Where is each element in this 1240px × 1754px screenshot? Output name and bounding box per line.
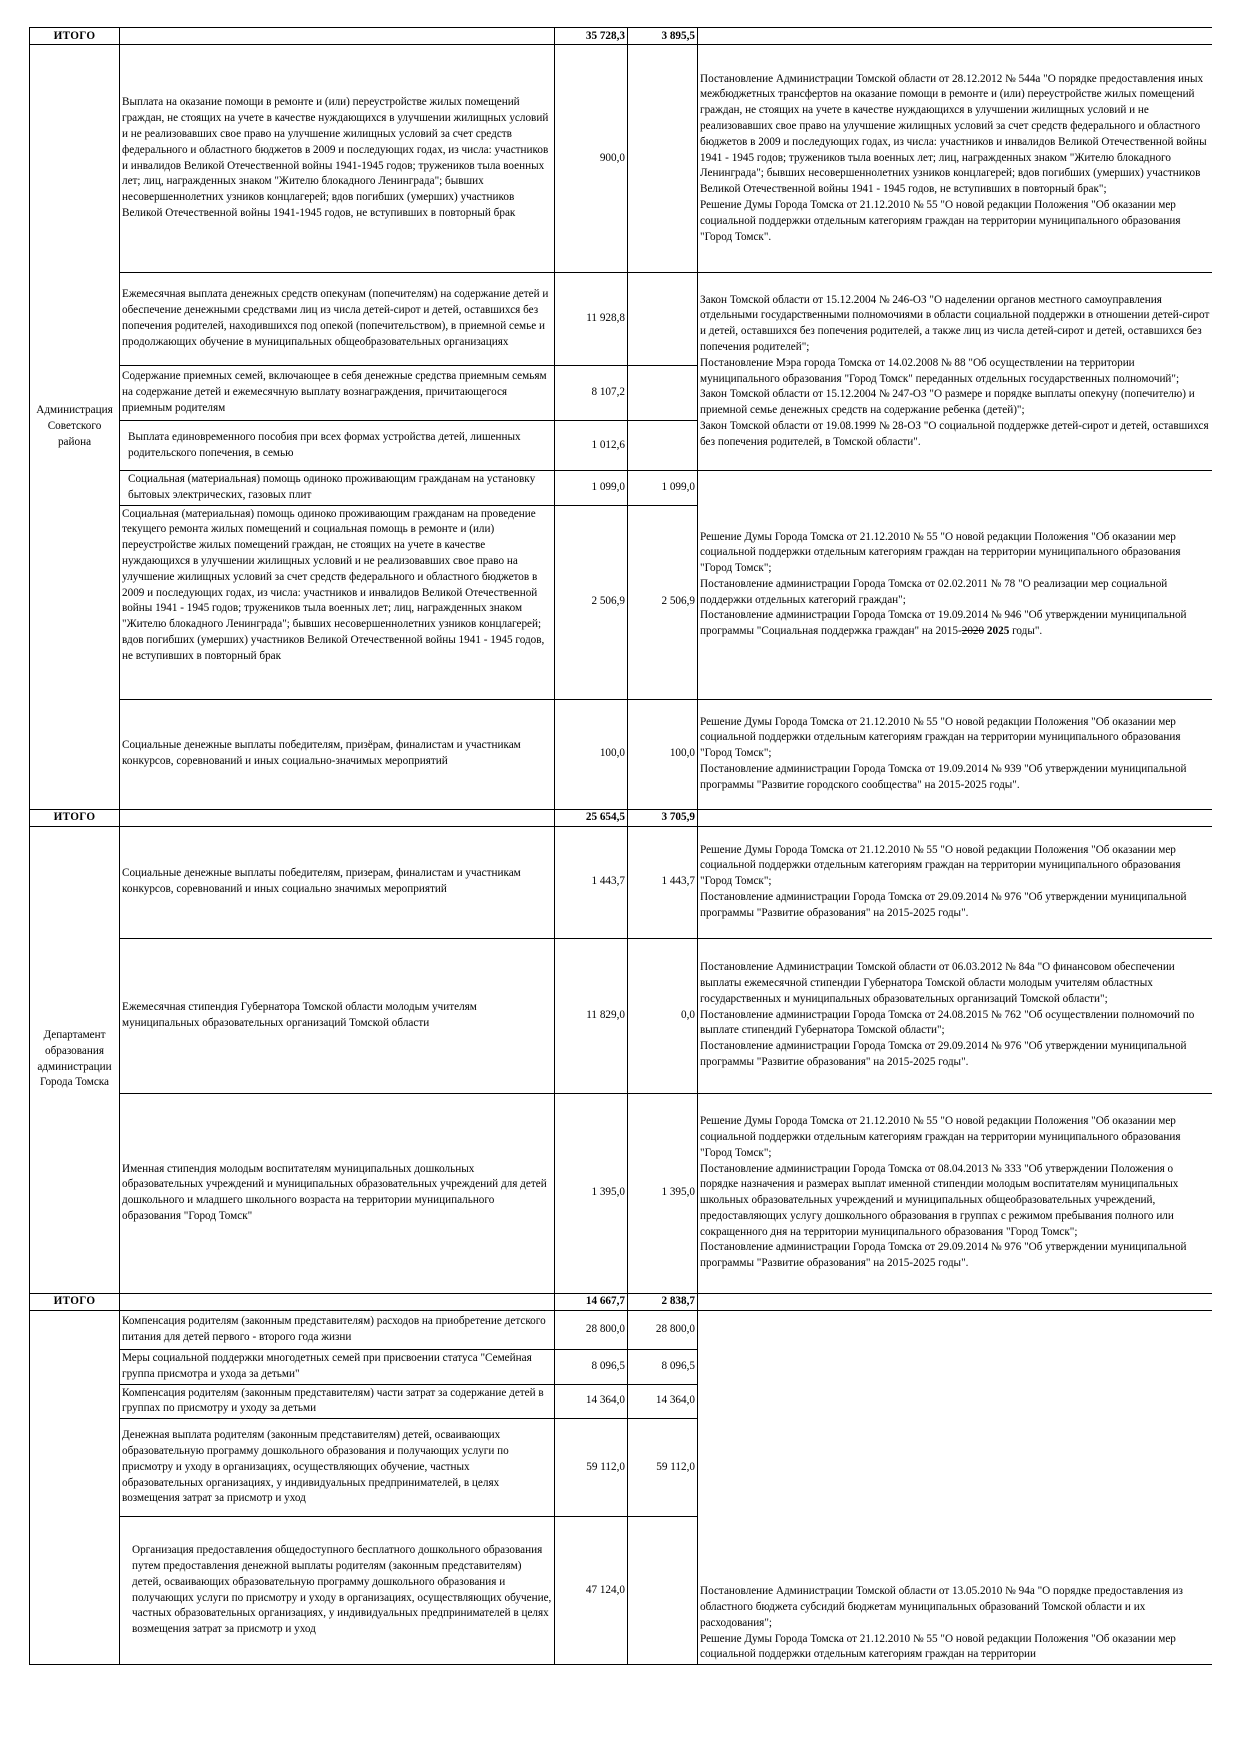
sum-fact: 1 443,7 — [628, 826, 698, 938]
department-cell — [30, 1310, 120, 1665]
measure-text: Социальные денежные выплаты победителям, призерам, финалистам и участникам конкурсов, соревнований и иных социально значимых мероприятий — [120, 826, 555, 938]
department-cell: Департамент образования администрации Города Томска — [30, 826, 120, 1293]
sum-fact — [628, 366, 698, 421]
sum-fact: 14 364,0 — [628, 1384, 698, 1419]
measure-text: Именная стипендия молодым воспитателям муниципальных дошкольных образовательных учреждений и муниципальных образовательных учреждений для детей дошкольного и младшего школьного возраста на территории муниципального образования "Город Томск" — [120, 1093, 555, 1293]
table-row — [30, 1310, 1213, 1349]
legal-basis: Постановление Администрации Томской области от 06.03.2012 № 84а "О финансовом обеспечении выплаты ежемесячной стипендии Губернатора Томской области молодым учителям областных государственных и муниципальных образовательных организаций Томской области"; Постановление администрации Города Томска от 24.08.2015 № 762 "Об осуществлении полномочий по выплате стипендий Губернатора Томской области"; Постановление администрации Города Томска от 29.09.2014 № 976 "Об утверждении муниципальной программы "Развитие образования" на 2015-2025 годы". — [700, 961, 1195, 1069]
sum-fact: 2 506,9 — [628, 505, 698, 699]
sum-fact: 59 112,0 — [628, 1419, 698, 1517]
total-row — [30, 1293, 1213, 1310]
sum-fact: 1 099,0 — [628, 471, 698, 506]
total-sum-fact: 3 705,9 — [628, 809, 698, 826]
measure-text: Ежемесячная выплата денежных средств опекунам (попечителям) на содержание детей и обеспечение денежными средствами лиц из числа детей-сирот и детей, оставшихся без попечения родителей, находившихся под опекой (попечительством), в приемной семье и продолжающих обучение в муниципальных общеобразовательных организациях — [120, 273, 555, 366]
table-row — [30, 273, 1213, 366]
total-sum-plan: 35 728,3 — [555, 28, 628, 45]
sum-plan: 1 012,6 — [555, 421, 628, 471]
total-row — [30, 809, 1213, 826]
legal-basis: Решение Думы Города Томска от 21.12.2010 № 55 "О новой редакции Положения "Об оказании мер социальной поддержки отдельным категориям граждан на территории муниципального образования "Город Томск"; Постановление администрации Города Томска от 29.09.2014 № 976 "Об утверждении муниципальной программы "Развитие образования" на 2015-2025 годы". — [700, 843, 1187, 919]
sum-fact: 100,0 — [628, 699, 698, 809]
measure-text: Компенсация родителям (законным представителям) расходов на приобретение детского питания для детей первого - второго года жизни — [120, 1310, 555, 1349]
table-row — [30, 45, 1213, 273]
sum-plan: 8 107,2 — [555, 366, 628, 421]
total-label: ИТОГО — [30, 1293, 120, 1310]
measure-text: Содержание приемных семей, включающее в себя денежные средства приемным семьям на содержание детей и ежемесячную выплату вознаграждения, причитающегося приемным родителям — [120, 366, 555, 421]
measure-text: Социальная (материальная) помощь одиноко проживающим гражданам на установку бытовых электрических, газовых плит — [120, 471, 555, 506]
legal-basis: Решение Думы Города Томска от 21.12.2010 № 55 "О новой редакции Положения "Об оказании мер социальной поддержки отдельным категориям граждан на территории муниципального образования "Город Томск"; Постановление администрации Города Томска от 19.09.2014 № 939 "Об утверждении муниципальной программы "Развитие городского сообщества" на 2015-2025 годы". — [700, 715, 1187, 791]
measure-text: Выплата единовременного пособия при всех формах устройства детей, лишенных родительского попечения, в семью — [120, 421, 555, 471]
table-row — [30, 471, 1213, 506]
sum-fact: 0,0 — [628, 938, 698, 1093]
legal-basis: Постановление Администрации Томской области от 28.12.2012 № 544а "О порядке предоставления иных межбюджетных трансфертов на оказание помощи в ремонте и (или) переустройстве жилых помещений граждан, не стоящих на учете в качестве нуждающихся в улучшении жилищных условий и не реализовавших свое право на улучшение жилищных условий за счет средств федерального и областного бюджетов в 2009 и последующих годах, из числа: участников и инвалидов Великой Отечественной войны 1941 - 1945 годов; тружеников тыла военных лет; лиц, награжденных знаком "Жителю блокадного Ленинграда"; бывших несовершеннолетних узников концлагерей; вдов погибших (умерших) участников Великой Отечественной войны 1941 - 1945 годов, не вступивших в повторный брак"; Решение Думы Города Томска от 21.12.2010 № 55 "О новой редакции Положения "Об оказании мер социальной поддержки отдельным категориям граждан на территории муниципального образования "Город Томск". — [700, 72, 1207, 243]
sum-plan: 59 112,0 — [555, 1419, 628, 1517]
measure-text: Социальные денежные выплаты победителям, призёрам, финалистам и участникам конкурсов, соревнований и иных социально-значимых мероприятий — [120, 699, 555, 809]
sum-plan: 1 443,7 — [555, 826, 628, 938]
measure-text: Выплата на оказание помощи в ремонте и (или) переустройстве жилых помещений граждан, не стоящих на учете в качестве нуждающихся в улучшении жилищных условий и не реализовавших свое право на улучшение жилищных условий за счет средств федерального и областного бюджетов в 2009 и последующих годах, из числа: участников и инвалидов Великой Отечественной войны 1941-1945 годов; тружеников тыла военных лет; лиц, награжденных знаком "Жителю блокадного Ленинграда"; бывших несовершеннолетних узников концлагерей; вдов погибших (умерших) участников Великой Отечественной войны 1941-1945 годов, не вступивших в повторный брак — [120, 45, 555, 273]
measure-text: Денежная выплата родителям (законным представителям) детей, осваивающих образовательную программу дошкольного образования и получающих услуги по присмотру и уходу в организациях, осуществляющих обучение, частных образовательных организациях, у индивидуальных предпринимателей, в целях возмещения затрат за присмотр и уход — [120, 1419, 555, 1517]
sum-plan: 2 506,9 — [555, 505, 628, 699]
total-row — [30, 28, 1213, 45]
sum-fact — [628, 45, 698, 273]
measure-text: Социальная (материальная) помощь одиноко проживающим гражданам на проведение текущего ремонта жилых помещений и социальная помощь в ремонте и (или) переустройстве жилых помещений граждан, не стоящих на учете в качестве нуждающихся в улучшении жилищных условий и не реализовавших свое право на улучшение жилищных условий за счет средств федерального и областного бюджетов в 2009 и последующих годах, из числа: участников и инвалидов Великой Отечественной войны 1941 - 1945 годов; тружеников тыла военных лет; лиц, награжденных знаком "Жителю блокадного Ленинграда"; бывших несовершеннолетних узников концлагерей; вдов погибших (умерших) участников Великой Отечественной войны 1941 - 1945 годов, не вступивших в повторный брак — [120, 505, 555, 699]
sum-fact — [628, 421, 698, 471]
sum-fact — [628, 1517, 698, 1665]
measure-text: Меры социальной поддержки многодетных семей при присвоении статуса "Семейная группа присмотра и ухода за детьми" — [120, 1349, 555, 1384]
sum-plan: 8 096,5 — [555, 1349, 628, 1384]
legal-basis: Решение Думы Города Томска от 21.12.2010 № 55 "О новой редакции Положения "Об оказании мер социальной поддержки отдельным категориям граждан на территории муниципального образования "Город Томск"; Постановление администрации Города Томска от 02.02.2011 № 78 "О реализации мер социальной поддержки отдельных категорий граждан"; Постановление администрации Города Томска от 19.09.2014 № 946 "Об утверждении муниципальной программы "Социальная поддержка граждан" на 2015-2020 2025 годы". — [700, 530, 1187, 638]
legal-basis: Решение Думы Города Томска от 21.12.2010 № 55 "О новой редакции Положения "Об оказании мер социальной поддержки отдельным категориям граждан на территории муниципального образования "Город Томск"; Постановление администрации Города Томска от 08.04.2013 № 333 "Об утверждении Положения о порядке назначения и размерах выплат именной стипендии молодым воспитателям муниципальных школьных образовательных учреждений и муниципальных общеобразовательных учреждений, предоставляющих услугу дошкольного образования в группах с режимом пребывания полного или сокращенного дня на территории муниципального образования "Город Томск"; Постановление администрации Города Томска от 29.09.2014 № 976 "Об утверждении муниципальной программы "Развитие образования" на 2015-2025 годы". — [700, 1115, 1187, 1270]
measure-text: Компенсация родителям (законным представителям) части затрат за содержание детей в группах по присмотру и уходу за детьми — [120, 1384, 555, 1419]
sum-plan: 11 928,8 — [555, 273, 628, 366]
total-sum-fact: 3 895,5 — [628, 28, 698, 45]
sum-plan: 11 829,0 — [555, 938, 628, 1093]
table-row — [30, 1093, 1213, 1293]
sum-plan: 28 800,0 — [555, 1310, 628, 1349]
sum-fact: 28 800,0 — [628, 1310, 698, 1349]
measure-text: Ежемесячная стипендия Губернатора Томской области молодым учителям муниципальных образовательных организаций Томской области — [120, 938, 555, 1093]
legal-basis: Постановление Администрации Томской области от 13.05.2010 № 94а "О порядке предоставления из областного бюджета субсидий бюджетам муниципальных образований Томской области и их расходования"; Решение Думы Города Томска от 21.12.2010 № 55 "О новой редакции Положения "Об оказании мер социальной поддержки отдельным категориям граждан на территории — [700, 1585, 1183, 1661]
table-row — [30, 938, 1213, 1093]
sum-fact — [628, 273, 698, 366]
sum-fact: 8 096,5 — [628, 1349, 698, 1384]
legal-basis: Закон Томской области от 15.12.2004 № 246-ОЗ "О наделении органов местного самоуправления отдельными государственными полномочиями в области социальной поддержки в отношении детей-сирот и детей, оставшихся без попечения родителей, а также лиц из числа детей-сирот и детей, оставшихся без попечения родителей"; Постановление Мэра города Томска от 14.02.2008 № 88 "Об осуществлении на территории муниципального образования "Город Томск" переданных отдельных государственных полномочий"; Закон Томской области от 15.12.2004 № 247-ОЗ "О размере и порядке выплаты опекуну (попечителю) и приемной семье денежных средств на содержание ребенка (детей)"; Закон Томской области от 19.08.1999 № 28-ОЗ "О социальной поддержке детей-сирот и детей, оставшихся без попечения родителей, в Томской области". — [700, 293, 1210, 448]
measure-text: Организация предоставления общедоступного бесплатного дошкольного образования путем предоставления денежной выплаты родителям (законным представителям) детей, осваивающих образовательную программу дошкольного образования и получающих услуги по присмотру и уходу в организациях, осуществляющих обучение, частных образовательных организациях, у индивидуальных предпринимателей в целях возмещения затрат за присмотр и уход — [120, 1517, 555, 1665]
total-sum-fact: 2 838,7 — [628, 1293, 698, 1310]
table-row — [30, 699, 1213, 809]
total-label: ИТОГО — [30, 28, 120, 45]
total-sum-plan: 25 654,5 — [555, 809, 628, 826]
social-support-table — [29, 27, 1212, 1665]
sum-plan: 900,0 — [555, 45, 628, 273]
total-label: ИТОГО — [30, 809, 120, 826]
sum-plan: 100,0 — [555, 699, 628, 809]
sum-fact: 1 395,0 — [628, 1093, 698, 1293]
sum-plan: 14 364,0 — [555, 1384, 628, 1419]
sum-plan: 1 395,0 — [555, 1093, 628, 1293]
department-cell: Администрация Советского района — [30, 45, 120, 810]
sum-plan: 1 099,0 — [555, 471, 628, 506]
sum-plan: 47 124,0 — [555, 1517, 628, 1665]
table-row — [30, 826, 1213, 938]
total-sum-plan: 14 667,7 — [555, 1293, 628, 1310]
document-page — [29, 27, 1212, 1754]
